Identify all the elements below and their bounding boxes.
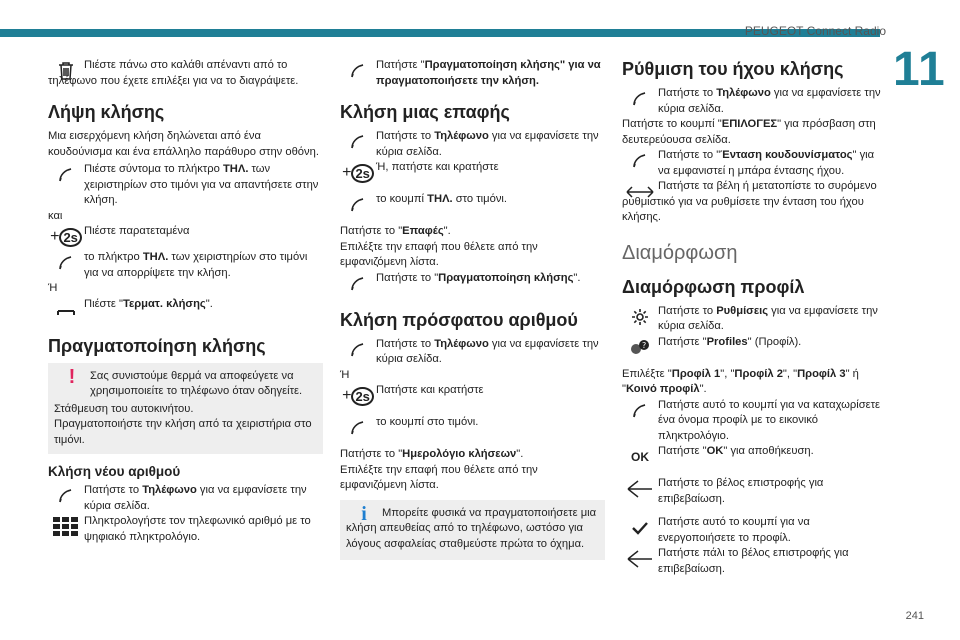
ring-step-3 (622, 148, 887, 179)
ring-step2-a: Πατήστε το κουμπί " (622, 118, 722, 130)
delete-phone-text: Πιέστε πάνω στο καλάθι απέναντι από το τηλέφωνο που έχετε επιλέξει για να το διαγράψετε. (48, 59, 299, 87)
gear-icon (622, 304, 658, 330)
make-call-step (340, 58, 605, 89)
new-step1-key: Τηλέφωνο (142, 484, 197, 496)
ok-b: " για αποθήκευση. (723, 445, 814, 457)
contact-step1-b: για να εμφανίσετε την κύρια σελίδα. (376, 130, 599, 158)
prof-sep2: ", " (782, 367, 798, 380)
ring-step1-b: για να εμφανίσετε την κύρια σελίδα. (658, 87, 881, 115)
profile-icon (622, 335, 658, 361)
prof-common: Κοινό προφίλ (625, 383, 700, 395)
prof-step-1 (622, 304, 887, 335)
phone-icon (48, 250, 84, 276)
ring-step-4 (622, 179, 887, 226)
phone-icon (340, 271, 376, 297)
profiles-title: Διαμόρφωση προφίλ (622, 276, 805, 297)
new-number-title: Κλήση νέου αριθμού (48, 464, 181, 479)
ring-step1-key: Τηλέφωνο (716, 87, 771, 99)
ok-icon: OK (631, 450, 649, 464)
phone-icon (622, 148, 658, 174)
column-3 (622, 58, 887, 577)
activate-step (622, 515, 887, 546)
contact-button-b: στο τιμόνι. (452, 193, 508, 205)
prof-3: Προφίλ 3 (797, 367, 846, 380)
new-number-step-2 (48, 514, 323, 545)
prof-step-2 (622, 335, 887, 361)
back-again-step (622, 546, 887, 577)
reject-step (48, 250, 323, 281)
contacts-b: ". (443, 225, 451, 237)
prof-step2-b: " (Προφίλ). (747, 335, 802, 348)
svg-text:?: ? (642, 340, 647, 350)
contact-or-hold: Ή, πατήστε και κρατήστε (376, 161, 499, 173)
back-again-text: Πατήστε πάλι το βέλος επιστροφής για επιβεβαίωση. (658, 547, 849, 575)
contact-step-1 (340, 129, 605, 160)
back-arrow-icon (622, 476, 658, 502)
reject-text-b: των χειριστηρίων στο τιμόνι για να απορρίψετε την κλήση. (84, 251, 308, 279)
back-arrow-icon (622, 546, 658, 572)
make-call-b: " για να πραγματοποιήσετε την κλήση. (376, 59, 601, 87)
answer-key: ΤΗΛ. (222, 163, 249, 175)
prof-select-a: Επιλέξτε " (622, 367, 672, 380)
end-call-b: ". (205, 297, 213, 310)
warning-text-2: Στάθμευση του αυτοκινήτου. (54, 402, 194, 415)
ring-step1-a: Πατήστε το (658, 87, 717, 99)
receive-call-title: Λήψη κλήσης (48, 102, 165, 122)
receive-call-text: Μια εισερχόμενη κλήση δηλώνεται από ένα κουδούνισμα και ένα επάλληλο παράθυρο στην οθόνη. (48, 130, 319, 158)
warning-icon: ! (68, 366, 76, 388)
phone-icon (340, 337, 376, 363)
contacts-call-key: Πραγματοποίηση κλήσης (438, 271, 574, 284)
recent-step1-a: Πατήστε το (376, 337, 435, 350)
contacts-select: Επιλέξτε την επαφή που θέλετε από την εμφανιζόμενη λίστα. (340, 240, 538, 268)
new-step2-text: Πληκτρολογήστε τον τηλεφωνικό αριθμό με το ψηφιακό πληκτρολόγιο. (84, 515, 311, 543)
prof-step1-a: Πατήστε το (658, 304, 717, 317)
answer-step (48, 162, 323, 209)
contacts-call-step (340, 271, 605, 297)
prof-step2-key: Profiles (706, 335, 748, 348)
ring-step-1 (622, 86, 887, 117)
press-long-text: Πιέστε παρατεταμένα (84, 225, 190, 237)
make-call-a: Πατήστε " (376, 59, 425, 71)
reject-text-a: το πλήκτρο (84, 251, 143, 263)
checkmark-icon (622, 515, 658, 541)
warning-text: Σας συνιστούμε θερμά να αποφεύγετε να χρησιμοποιείτε το τηλέφωνο όταν οδηγείτε. (90, 369, 303, 397)
ok-step (622, 444, 887, 470)
chapter-number: 11 (893, 43, 946, 96)
ring-step2-b: " για πρόσβαση στη δευτερεύουσα σελίδα. (622, 118, 876, 146)
prof-name-text: Πατήστε αυτό το κουμπί για να καταχωρίσετε ένα όνομα προφίλ με το εικονικό πληκτρολόγιο. (658, 398, 881, 442)
header-title: PEUGEOT Connect Radio (744, 24, 886, 38)
contacts-call-a: Πατήστε το " (376, 271, 439, 284)
ring-step2-key: ΕΠΙΛΟΓΕΣ (721, 118, 778, 130)
info-box (340, 500, 605, 561)
contact-step1-a: Πατήστε το (376, 130, 435, 142)
answer-text-a: Πιέστε σύντομα το πλήκτρο (84, 163, 223, 175)
recent-steer-button: το κουμπί στο τιμόνι. (376, 416, 479, 428)
log-select: Επιλέξτε την επαφή που θέλετε από την εμφανιζόμενη λίστα. (340, 463, 538, 491)
new-step1-a: Πατήστε το (84, 484, 143, 496)
badge-2s: 2s (351, 164, 373, 183)
contact-button-step (340, 192, 605, 218)
back-confirm-text: Πατήστε το βέλος επιστροφής για επιβεβαίωση. (658, 477, 824, 505)
phone-icon (48, 162, 84, 188)
column-1 (48, 58, 323, 545)
contact-step1-key: Τηλέφωνο (434, 130, 489, 142)
hang-up-icon (48, 297, 84, 323)
phone-icon (340, 192, 376, 218)
phone-icon (340, 415, 376, 441)
reject-key: ΤΗΛ. (142, 251, 169, 263)
warning-box (48, 363, 323, 455)
recent-or: Ή (340, 368, 350, 381)
contact-button-key: ΤΗΛ. (427, 193, 453, 205)
new-number-step-1 (48, 483, 323, 514)
ok-key: OK (706, 445, 724, 457)
end-call-step (48, 297, 323, 323)
contact-button-a: το κουμπί (376, 193, 428, 205)
make-call-title: Πραγματοποίηση κλήσης (48, 335, 266, 356)
recent-call-title: Κλήση πρόσφατου αριθμού (340, 309, 578, 330)
config-title: Διαμόρφωση (622, 241, 738, 264)
keypad-icon (48, 514, 84, 540)
press-2s-icon: + 2s (48, 224, 84, 250)
phone-icon (48, 483, 84, 509)
end-call-a: Πιέστε " (84, 297, 123, 310)
back-confirm-step (622, 476, 887, 507)
contacts-call-b: ". (573, 271, 581, 284)
info-icon: i (361, 503, 367, 525)
phone-icon (622, 86, 658, 112)
log-b: ". (516, 448, 524, 460)
make-call-key: Πραγματοποίηση κλήσης (424, 59, 560, 71)
phone-icon (340, 58, 376, 84)
recent-step-1 (340, 337, 605, 368)
ring-step3-key: Ένταση κουδουνίσματος (720, 149, 853, 161)
contacts-a: Πατήστε το " (340, 225, 403, 237)
ring-step3-b: " για να εμφανιστεί η μπάρα έντασης ήχου. (658, 149, 875, 177)
info-text: Μπορείτε φυσικά να πραγματοποιήσετε μια κλήση απευθείας από το τηλέφωνο, ωστόσο για λόγους ασφαλείας σταθμεύστε πρώτα το όχημα. (346, 506, 597, 550)
press-2s-icon: + 2s (340, 383, 376, 409)
prof-sep1: ", " (720, 367, 735, 380)
ring-step3-a: Πατήστε το " (658, 149, 721, 161)
warning-text-3: Πραγματοποιήστε την κλήση από τα χειριστήρια στο τιμόνι. (54, 418, 312, 446)
ring-step4-text: Πατήστε τα βέλη ή μετατοπίστε το συρόμενο ρυθμιστικό για να ρυθμίσετε την ένταση του ήχου κλήσης. (622, 180, 877, 223)
prof-2: Προφίλ 2 (734, 367, 783, 380)
page-number: 241 (905, 610, 924, 622)
and-text: και (48, 209, 63, 222)
new-step1-b: για να εμφανίσετε την κύρια σελίδα. (84, 484, 307, 512)
log-a: Πατήστε το " (340, 448, 403, 460)
prof-sep3: " ή " (622, 367, 859, 395)
contacts-key: Επαφές (402, 225, 444, 237)
ringtone-title: Ρύθμιση του ήχου κλήσης (622, 59, 844, 79)
ok-a: Πατήστε " (658, 445, 707, 457)
recent-hold-step (340, 383, 605, 409)
prof-select-b: ". (699, 383, 707, 395)
recent-button-step (340, 415, 605, 441)
prof-1: Προφίλ 1 (671, 367, 721, 380)
prof-step2-a: Πατήστε " (658, 335, 707, 348)
phone-icon (340, 129, 376, 155)
recent-step1-key: Τηλέφωνο (434, 337, 489, 350)
contact-hold-step (340, 160, 605, 186)
recent-press-hold: Πατήστε και κρατήστε (376, 384, 484, 396)
prof-step1-b: για να εμφανίσετε την κύρια σελίδα. (658, 304, 878, 332)
answer-text-b: των χειριστηρίων στο τιμόνι για να απαντήσετε στην κλήση. (84, 163, 319, 206)
pencil-icon (622, 398, 658, 424)
press-long-step (48, 224, 323, 250)
or-text: Ή (48, 282, 58, 294)
press-2s-icon: + 2s (340, 160, 376, 186)
prof-name-step (622, 398, 887, 445)
end-call-key: Τερματ. κλήσης (122, 297, 206, 310)
prof-step1-key: Ρυθμίσεις (716, 304, 769, 317)
badge-2s: 2s (59, 228, 81, 247)
contact-call-title: Κλήση μιας επαφής (340, 102, 510, 122)
column-2 (340, 58, 605, 564)
log-key: Ημερολόγιο κλήσεων (402, 448, 517, 460)
recent-step1-b: για να εμφανίσετε την κύρια σελίδα. (376, 337, 599, 365)
activate-text: Πατήστε αυτό το κουμπί για να ενεργοποιήσετε το προφίλ. (658, 516, 810, 544)
delete-phone-step (48, 58, 323, 89)
badge-2s: 2s (351, 387, 373, 406)
